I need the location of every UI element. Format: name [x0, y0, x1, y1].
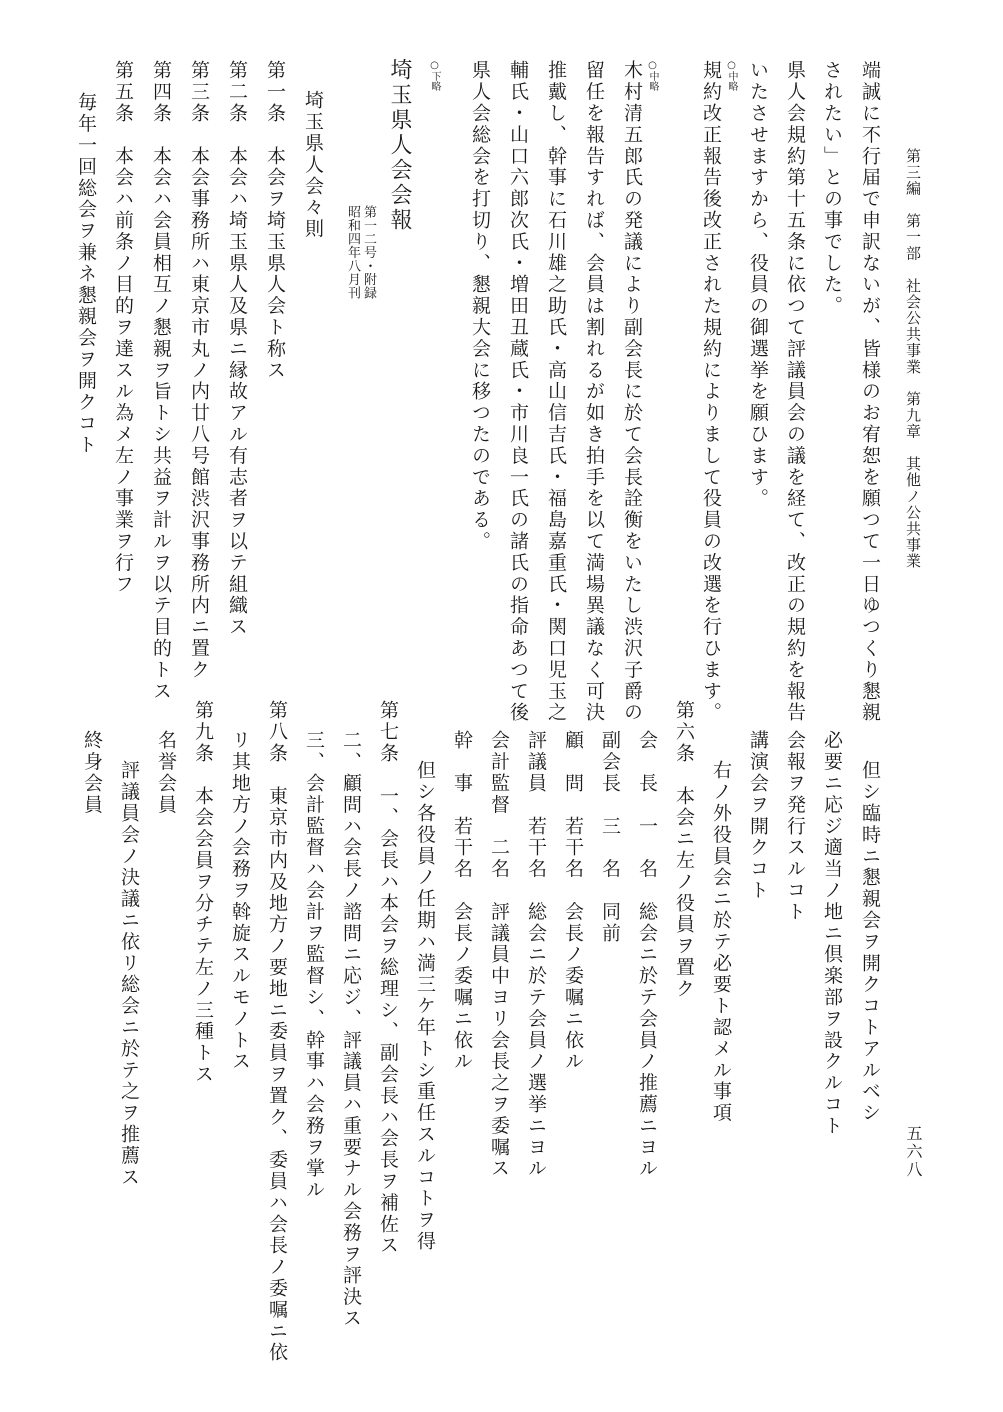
running-header: 第三編 第一部 社会公共事業 第九章 其他ノ公共事業	[904, 148, 922, 570]
text-line: 輔氏・山口六郎次氏・増田丑蔵氏・市川良一氏の諸氏の指命あつて後	[507, 60, 529, 724]
article-line: 第六条 本会ニ左ノ役員ヲ置ク	[673, 700, 695, 1000]
article-line: 第四条 本会ハ会員相互ノ懇親ヲ旨トシ共益ヲ計ルヲ以テ目的トス	[150, 60, 172, 702]
article-line: 第一条 本会ヲ埼玉県人会ト称ス	[264, 60, 286, 381]
article-line: 第七条 一、会長ハ本会ヲ総理シ、副会長ハ会長ヲ補佐ス	[377, 700, 399, 1257]
officer-line: 副会長 三 名 同前	[599, 730, 621, 944]
text-line: 県人会規約第十五条に依つて評議員会の議を経て、改正の規約を報告	[784, 60, 806, 724]
omission-note: ○中略	[726, 60, 737, 91]
text-line: 推戴し、幹事に石川雄之助氏・高山信吉氏・福島嘉重氏・関口児玉之	[545, 60, 567, 724]
page-number: 五六八	[904, 1125, 923, 1179]
text-line: いたさせますから、役員の御選挙を願ひます。	[747, 60, 769, 510]
omission-note: ○中略	[647, 60, 658, 91]
text-line: 県人会総会を打切り、懇親大会に移つたのである。	[469, 60, 491, 553]
issue-line: 昭和四年八月刊	[344, 205, 360, 300]
omission-note: ○下略	[429, 60, 440, 91]
article-line: 第八条 東京市内及地方ノ要地ニ委員ヲ置ク、委員ハ会長ノ委嘱ニ依	[266, 700, 288, 1364]
text-line: 但シ臨時ニ懇親会ヲ開クコトアルベシ	[859, 760, 881, 1124]
text-line: 規約改正報告後改正された規約によりまして役員の改選を行ひます。	[700, 60, 722, 724]
report-title: 埼玉県人会会報	[387, 58, 412, 233]
member-type: 名誉会員	[155, 730, 177, 816]
officer-line: 評議員 若干名 総会ニ於テ会員ノ選挙ニヨル	[525, 730, 547, 1180]
text-line: 右ノ外役員会ニ於テ必要ト認メル事項	[710, 760, 732, 1124]
text-line: 留任を報告すれば、会員は割れるが如き拍手を以て満場異議なく可決	[583, 60, 605, 724]
text-line: 木村清五郎氏の発議により副会長に於て会長詮衡をいたし渋沢子爵の	[621, 60, 643, 724]
officer-line: 会 長 一 名 総会ニ於テ会員ノ推薦ニヨル	[636, 730, 658, 1180]
article-line: 三、会計監督ハ会計ヲ監督シ、幹事ハ会務ヲ掌ル	[303, 730, 325, 1201]
text-line: 講演会ヲ開クコト	[747, 730, 769, 902]
rules-title: 埼玉県人会々則	[302, 90, 324, 240]
text-line: 必要ニ応ジ適当ノ地ニ倶楽部ヲ設クルコト	[821, 730, 843, 1137]
officer-line: 顧 問 若干名 会長ノ委嘱ニ依ル	[562, 730, 584, 1073]
issue-line: 第一二号・附録	[360, 205, 376, 300]
text-line: 評議員会ノ決議ニ依リ総会ニ於テ之ヲ推薦ス	[118, 760, 140, 1188]
article-line: 毎年一回総会ヲ兼ネ懇親会ヲ開クコト	[75, 92, 97, 456]
article-line: 第五条 本会ハ前条ノ目的ヲ達スル為メ左ノ事業ヲ行フ	[112, 60, 134, 595]
text-line: 但シ各役員ノ任期ハ満三ケ年トシ重任スルコトヲ得	[414, 760, 436, 1253]
article-line: 第二条 本会ハ埼玉県人及県ニ縁故アル有志者ヲ以テ組織ス	[226, 60, 248, 638]
officer-line: 幹 事 若干名 会長ノ委嘱ニ依ル	[451, 730, 473, 1073]
article-line: 第三条 本会事務所ハ東京市丸ノ内廿八号館渋沢事務所内ニ置ク	[188, 60, 210, 681]
article-line: 二、顧問ハ会長ノ諮問ニ応ジ、評議員ハ重要ナル会務ヲ評決ス	[340, 730, 362, 1330]
officer-line: 会計監督 二名 評議員中ヨリ会長之ヲ委嘱ス	[488, 730, 510, 1180]
text-line: されたい」との事でした。	[821, 60, 843, 317]
article-line: 第九条 本会会員ヲ分チテ左ノ三種トス	[192, 700, 214, 1086]
article-line: リ其地方ノ会務ヲ斡旋スルモノトス	[229, 730, 251, 1073]
text-line: 会報ヲ発行スルコト	[784, 730, 806, 923]
text-line: 端誠に不行届で申訳ないが、皆様のお宥恕を願つて一日ゆつくり懇親	[859, 60, 881, 724]
member-type: 終身会員	[81, 730, 103, 816]
